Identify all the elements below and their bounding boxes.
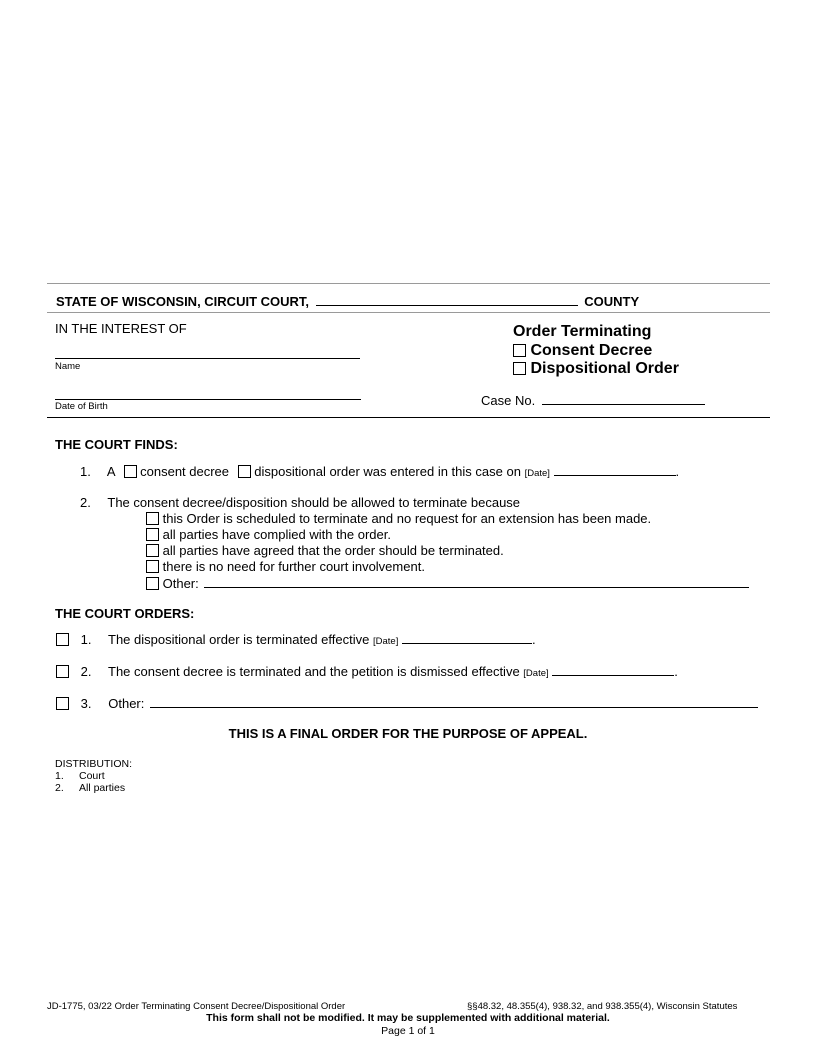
- title-option-dispositional-order: Dispositional Order: [513, 360, 679, 378]
- reason-scheduled-checkbox[interactable]: [146, 512, 159, 525]
- court-finds-heading: THE COURT FINDS:: [55, 437, 178, 452]
- order-3-checkbox[interactable]: [56, 697, 69, 710]
- county-label: COUNTY: [584, 294, 640, 309]
- caption-bottom-rule: [47, 417, 770, 418]
- form-notice: This form shall not be modified. It may be supplemented with additional material.: [206, 1012, 610, 1024]
- order-3-other-field[interactable]: [150, 695, 758, 708]
- page-number: Page 1 of 1: [381, 1025, 435, 1037]
- case-number-label: Case No.: [481, 393, 536, 408]
- name-field[interactable]: [55, 358, 360, 359]
- reason-other: Other:: [146, 575, 749, 591]
- dispositional-order-checkbox[interactable]: [238, 465, 251, 478]
- reason-other-checkbox[interactable]: [146, 577, 159, 590]
- finding-1: 1. A consent decree dispositional order was entered in this case on [Date] .: [80, 464, 680, 479]
- order-1-checkbox[interactable]: [56, 633, 69, 646]
- order-1: 1. The dispositional order is terminated effective [Date] .: [56, 631, 536, 647]
- interest-of-label: IN THE INTEREST OF: [55, 321, 187, 336]
- consent-decree-checkbox[interactable]: [124, 465, 137, 478]
- order-2-date-field[interactable]: [552, 663, 674, 676]
- reason-no-need-checkbox[interactable]: [146, 560, 159, 573]
- name-label: Name: [55, 361, 81, 372]
- order-2-checkbox[interactable]: [56, 665, 69, 678]
- finding-2: 2. The consent decree/disposition should be allowed to terminate because: [80, 495, 521, 510]
- distribution-item: 1. Court: [55, 770, 105, 782]
- court-orders-heading: THE COURT ORDERS:: [55, 606, 195, 621]
- title-line1: Order Terminating: [513, 323, 652, 340]
- date-label: [Date]: [372, 636, 399, 647]
- dispositional-order-title-checkbox[interactable]: [513, 362, 526, 375]
- reason-complied: all parties have complied with the order.: [146, 527, 391, 542]
- court-header: [56, 293, 639, 309]
- distribution-label: DISTRIBUTION:: [55, 758, 133, 770]
- finding-1-date-field[interactable]: [554, 463, 676, 476]
- form-id: JD-1775, 03/22 Order Terminating Consent Decree/Dispositional Order: [47, 1001, 346, 1012]
- reason-agreed-checkbox[interactable]: [146, 544, 159, 557]
- date-label: [Date]: [523, 668, 549, 679]
- case-number-field[interactable]: [542, 392, 705, 405]
- county-name-field[interactable]: [316, 293, 578, 306]
- reason-agreed: all parties have agreed that the order should be terminated.: [146, 543, 504, 558]
- date-of-birth-label: Date of Birth: [55, 401, 108, 412]
- distribution-item: 2. All parties: [55, 782, 126, 794]
- reason-other-field[interactable]: [204, 575, 749, 588]
- reason-complied-checkbox[interactable]: [146, 528, 159, 541]
- statutes: §§48.32, 48.355(4), 938.32, and 938.355(4), Wisconsin Statutes: [467, 1001, 738, 1012]
- title-option-consent-decree: Consent Decree: [513, 342, 652, 360]
- order-3: 3. Other:: [56, 695, 758, 711]
- consent-decree-title-checkbox[interactable]: [513, 344, 526, 357]
- order-2: 2. The consent decree is terminated and the petition is dismissed effective [Date] .: [56, 663, 678, 679]
- order-1-date-field[interactable]: [402, 631, 532, 644]
- reason-no-need: there is no need for further court involvement.: [146, 559, 425, 574]
- state-court-label: STATE OF WISCONSIN, CIRCUIT COURT,: [56, 294, 310, 309]
- date-of-birth-field[interactable]: [55, 399, 361, 400]
- date-label: [Date]: [524, 468, 550, 479]
- reason-scheduled: this Order is scheduled to terminate and no request for an extension has been made.: [146, 511, 651, 526]
- final-order-notice: THIS IS A FINAL ORDER FOR THE PURPOSE OF APPEAL.: [228, 726, 588, 741]
- header-top-rule: [47, 283, 770, 284]
- header-bottom-rule: [47, 312, 770, 313]
- case-number: [481, 392, 705, 408]
